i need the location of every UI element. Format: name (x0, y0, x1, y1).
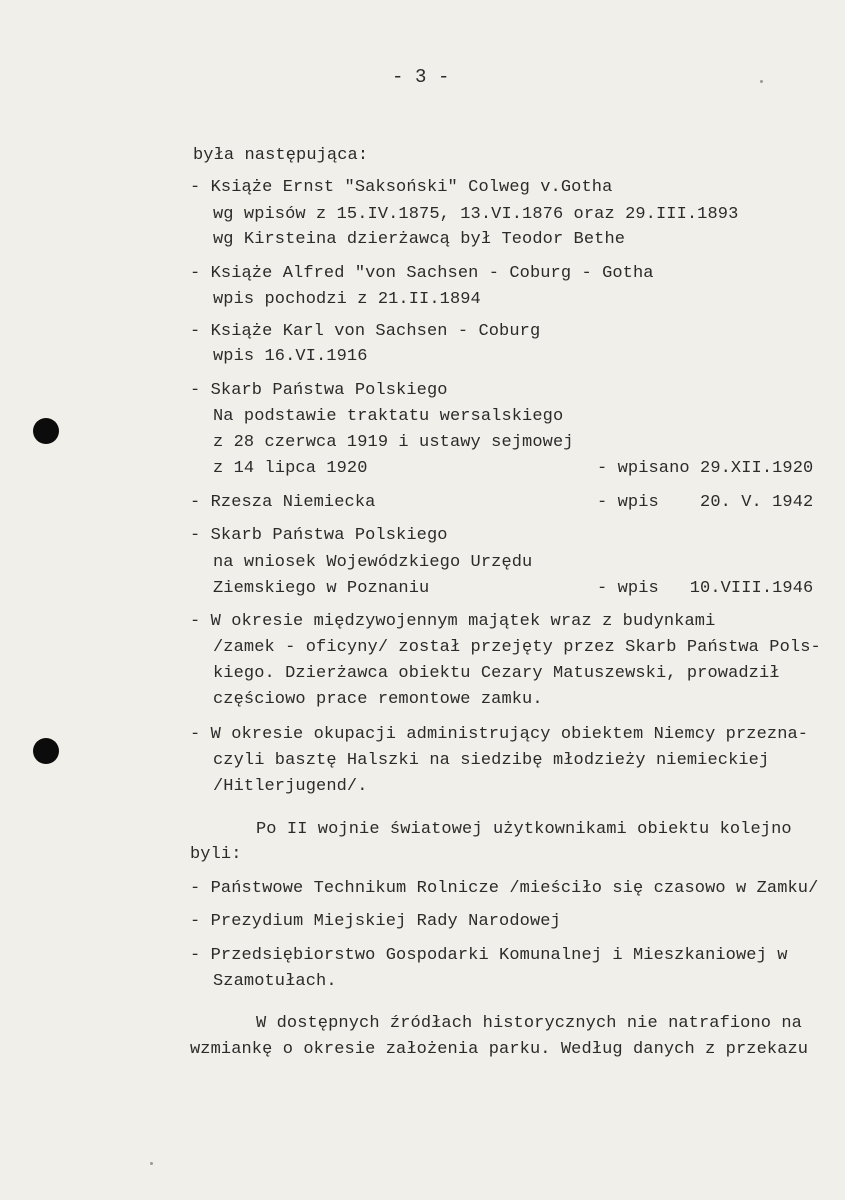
postwar-user-3-line-2: Szamotułach. (213, 972, 337, 991)
intro-line: była następująca: (193, 146, 369, 165)
owner-4-line-4: z 14 lipca 1920 (213, 459, 368, 478)
owner-5-entry: - wpis 20. V. 1942 (597, 493, 814, 512)
owner-1-line-3: wg Kirsteina dzierżawcą był Teodor Bethe (213, 230, 626, 249)
owner-6-line-3: Ziemskiego w Poznaniu (213, 579, 430, 598)
owner-1-line-1: - Książe Ernst "Saksoński" Colweg v.Gotha (190, 178, 613, 197)
occupation-line-1: - W okresie okupacji administrujący obiektem Niemcy przezna- (190, 725, 809, 744)
interwar-line-1: - W okresie międzywojennym majątek wraz z budynkami (190, 612, 716, 631)
punch-hole-upper (33, 418, 59, 444)
interwar-line-3: kiego. Dzierżawca obiektu Cezary Matuszewski, prowadził (213, 664, 780, 683)
paper-speck (150, 1162, 153, 1165)
owner-2-line-1: - Książe Alfred "von Sachsen - Coburg - Gotha (190, 264, 654, 283)
occupation-line-2: czyli basztę Halszki na siedzibę młodzieży niemieckiej (213, 751, 770, 770)
owner-6-line-2: na wniosek Wojewódzkiego Urzędu (213, 553, 533, 572)
owner-6-entry: - wpis 10.VIII.1946 (597, 579, 814, 598)
postwar-intro-line-1: Po II wojnie światowej użytkownikami obiektu kolejno (256, 820, 792, 839)
occupation-line-3: /Hitlerjugend/. (213, 777, 368, 796)
interwar-line-2: /zamek - oficyny/ został przejęty przez Skarb Państwa Pols- (213, 638, 821, 657)
paper-speck (760, 80, 763, 83)
owner-1-line-2: wg wpisów z 15.IV.1875, 13.VI.1876 oraz 29.III.1893 (213, 205, 739, 224)
owner-4-line-3: z 28 czerwca 1919 i ustawy sejmowej (213, 433, 574, 452)
owner-4-entry: - wpisano 29.XII.1920 (597, 459, 814, 478)
page-number: - 3 - (392, 66, 450, 88)
punch-hole-lower (33, 738, 59, 764)
owner-6-line-1: - Skarb Państwa Polskiego (190, 526, 448, 545)
interwar-line-4: częściowo prace remontowe zamku. (213, 690, 543, 709)
postwar-user-2: - Prezydium Miejskiej Rady Narodowej (190, 912, 561, 931)
closing-line-1: W dostępnych źródłach historycznych nie natrafiono na (256, 1014, 802, 1033)
owner-3-line-2: wpis 16.VI.1916 (213, 347, 368, 366)
postwar-user-3-line-1: - Przedsiębiorstwo Gospodarki Komunalnej i Mieszkaniowej w (190, 946, 788, 965)
closing-line-2: wzmiankę o okresie założenia parku. Według danych z przekazu (190, 1040, 809, 1059)
owner-5-line-1: - Rzesza Niemiecka (190, 493, 376, 512)
owner-4-line-1: - Skarb Państwa Polskiego (190, 381, 448, 400)
owner-2-line-2: wpis pochodzi z 21.II.1894 (213, 290, 481, 309)
postwar-user-1: - Państwowe Technikum Rolnicze /mieściło się czasowo w Zamku/ (190, 879, 819, 898)
owner-4-line-2: Na podstawie traktatu wersalskiego (213, 407, 564, 426)
owner-3-line-1: - Książe Karl von Sachsen - Coburg (190, 322, 541, 341)
postwar-intro-line-2: byli: (190, 845, 242, 864)
